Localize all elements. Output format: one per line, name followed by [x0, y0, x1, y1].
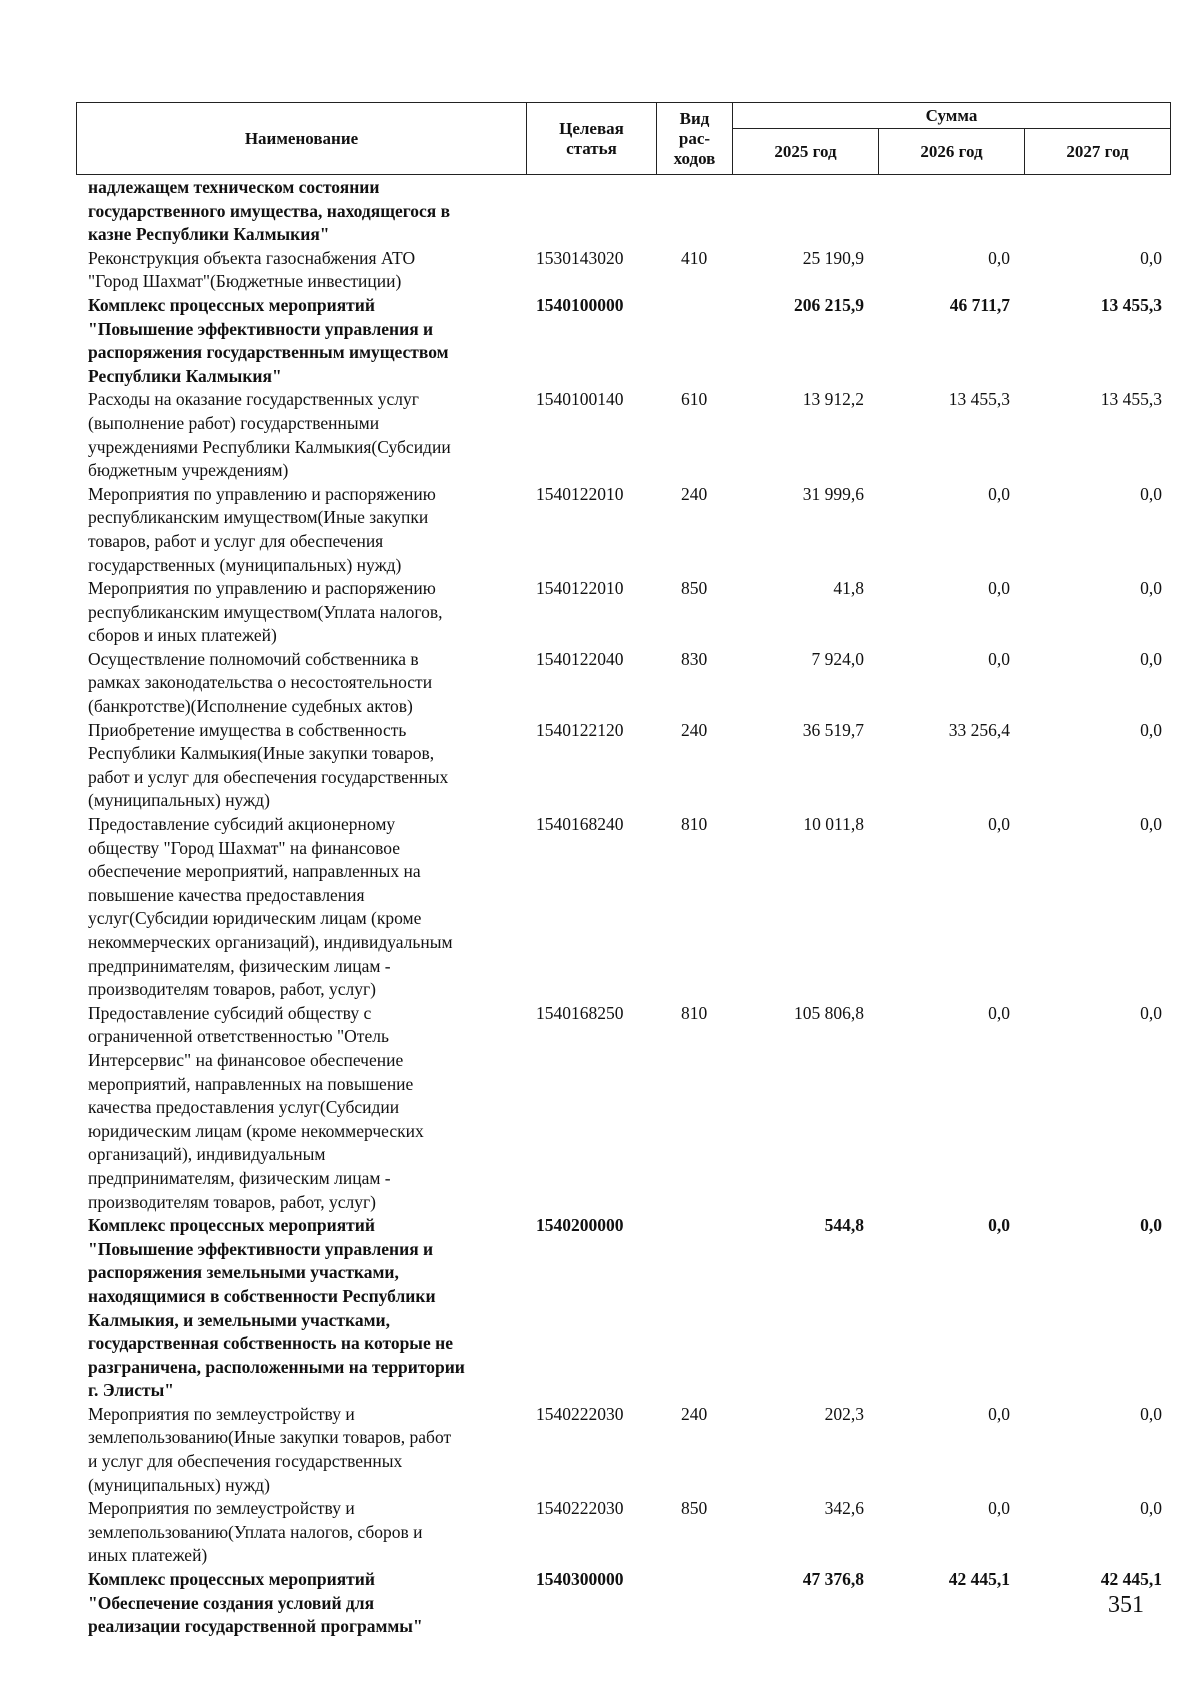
header-target-article: Целевая статья — [527, 103, 657, 175]
row-name-line: организаций), индивидуальным — [88, 1144, 326, 1165]
row-name-line: Интерсервис" на финансовое обеспечение — [88, 1049, 404, 1070]
row-sum-2027: 0,0 — [1140, 1403, 1162, 1424]
row-name — [76, 577, 526, 648]
row-sum-2027: 0,0 — [1140, 719, 1162, 740]
row-sum-2026: 0,0 — [988, 578, 1010, 599]
row-name-line: Республики Калмыкия(Иные закупки товаров, — [88, 743, 435, 764]
row-sum-2026: 0,0 — [988, 247, 1010, 268]
row-name-line: Расходы на оказание государственных услуг — [88, 389, 419, 410]
row-name-line: некоммерческих организаций), индивидуальным — [88, 932, 453, 952]
row-name-line: качества предоставления услуг(Субсидии — [88, 1097, 400, 1118]
row-name-line: обеспечение мероприятий, направленных на — [88, 861, 421, 882]
row-expense-kind: 810 — [681, 1002, 708, 1023]
row-expense-kind: 410 — [681, 247, 708, 268]
table-row — [76, 1403, 1170, 1497]
row-expense-kind: 850 — [681, 578, 708, 599]
row-name-line: рамках законодательства о несостоятельности — [88, 672, 433, 693]
row-name — [76, 1403, 526, 1497]
row-expense-kind — [656, 1568, 732, 1639]
row-name-line: учреждениями Республики Калмыкия(Субсидии — [88, 436, 451, 457]
row-target-article: 1540222030 — [536, 1498, 624, 1519]
row-expense-kind: 240 — [681, 1403, 708, 1424]
row-target-article: 1540168250 — [536, 1002, 624, 1023]
row-sum-2027: 0,0 — [1140, 247, 1162, 268]
row-name-line: республиканским имуществом(Уплата налогов, — [88, 601, 443, 622]
row-name-line: Мероприятия по управлению и распоряжению — [88, 578, 436, 599]
row-name — [76, 1497, 526, 1568]
row-name — [76, 719, 526, 813]
header-year-2025: 2025 год — [733, 129, 879, 175]
header-year-2026: 2026 год — [879, 129, 1025, 175]
row-name-line: "Повышение эффективности управления и — [88, 318, 434, 339]
row-expense-kind: 850 — [681, 1498, 708, 1519]
row-name-line: государственных (муниципальных) нужд) — [88, 554, 402, 575]
row-target-article: 1540100140 — [536, 389, 624, 410]
row-sum-2027: 13 455,3 — [1100, 294, 1162, 315]
header-year-2027: 2027 год — [1025, 129, 1171, 175]
row-name — [76, 247, 526, 294]
row-target-article: 1540122010 — [536, 578, 624, 599]
header-sum: Сумма — [733, 103, 1171, 129]
row-name-line: Республики Калмыкия" — [88, 365, 282, 386]
row-name — [76, 648, 526, 719]
row-name-line: Комплекс процессных мероприятий — [88, 1215, 375, 1236]
table-row — [76, 1568, 1170, 1639]
row-name-line: (муниципальных) нужд) — [88, 1474, 270, 1495]
row-sum-2027 — [1024, 176, 1170, 247]
row-name — [76, 813, 526, 1002]
row-sum-2025: 342,6 — [824, 1498, 864, 1519]
row-name-line: распоряжения государственным имуществом — [88, 342, 449, 363]
row-name-line: государственная собственность на которые не — [88, 1333, 453, 1354]
row-sum-2026: 33 256,4 — [948, 719, 1010, 740]
row-name — [76, 294, 526, 388]
row-name-line: Мероприятия по землеустройству и — [88, 1498, 355, 1519]
row-name-line: Мероприятия по управлению и распоряжению — [88, 483, 436, 504]
row-name-line: землепользованию(Иные закупки товаров, работ — [88, 1427, 452, 1448]
row-name-line: Комплекс процессных мероприятий — [88, 294, 375, 315]
row-name-line: находящимися в собственности Республики — [88, 1285, 436, 1306]
header-expense-kind: Вид рас- ходов — [657, 103, 733, 175]
row-name-line: мероприятий, направленных на повышение — [88, 1073, 414, 1094]
row-expense-kind: 240 — [681, 483, 708, 504]
row-sum-2027: 0,0 — [1140, 1498, 1162, 1519]
row-name-line: Мероприятия по землеустройству и — [88, 1403, 355, 1424]
row-name-line: г. Элисты" — [88, 1380, 175, 1401]
row-sum-2027: 0,0 — [1140, 648, 1162, 669]
row-sum-2027: 13 455,3 — [1100, 389, 1162, 410]
row-target-article — [526, 176, 656, 247]
row-expense-kind: 830 — [681, 648, 708, 669]
row-name-line: и услуг для обеспечения государственных — [88, 1451, 403, 1472]
row-name-line: землепользованию(Уплата налогов, сборов и — [88, 1521, 423, 1542]
row-expense-kind: 240 — [681, 719, 708, 740]
row-name-line: обществу "Город Шахмат" на финансовое — [88, 837, 400, 858]
row-name-line: казне Республики Калмыкия" — [88, 224, 330, 245]
row-name — [76, 176, 526, 247]
row-name-line: предпринимателям, физическим лицам - — [88, 1167, 391, 1188]
row-sum-2025: 31 999,6 — [802, 483, 864, 504]
table-body — [76, 176, 1170, 1639]
row-name-line: иных платежей) — [88, 1545, 208, 1566]
row-target-article: 1540300000 — [536, 1569, 624, 1590]
row-name-line: предпринимателям, физическим лицам - — [88, 955, 391, 976]
row-name — [76, 388, 526, 482]
table-row — [76, 648, 1170, 719]
row-sum-2026: 0,0 — [988, 1498, 1010, 1519]
table-row — [76, 294, 1170, 388]
row-sum-2025: 13 912,2 — [802, 389, 864, 410]
row-name-line: работ и услуг для обеспечения государственных — [88, 766, 449, 787]
row-name-line: Предоставление субсидий акционерному — [88, 814, 396, 835]
row-name-line: "Обеспечение создания условий для — [88, 1592, 375, 1613]
table-row — [76, 247, 1170, 294]
row-sum-2025: 105 806,8 — [794, 1002, 864, 1023]
row-name-line: "Город Шахмат"(Бюджетные инвестиции) — [88, 271, 402, 292]
row-sum-2026: 0,0 — [988, 1002, 1010, 1023]
row-name — [76, 1002, 526, 1214]
row-sum-2025: 41,8 — [833, 578, 864, 599]
row-name-line: "Повышение эффективности управления и — [88, 1238, 434, 1259]
row-name-line: Приобретение имущества в собственность — [88, 719, 407, 740]
row-name-line: распоряжения земельными участками, — [88, 1262, 399, 1283]
row-name-line: Комплекс процессных мероприятий — [88, 1569, 375, 1590]
row-name — [76, 1568, 526, 1639]
table-header — [76, 102, 1171, 175]
row-target-article: 1540122040 — [536, 648, 624, 669]
row-sum-2025: 25 190,9 — [802, 247, 864, 268]
row-sum-2026: 13 455,3 — [948, 389, 1010, 410]
row-target-article: 1530143020 — [536, 247, 624, 268]
row-expense-kind — [656, 176, 732, 247]
row-sum-2025: 47 376,8 — [802, 1569, 864, 1590]
row-name-line: юридическим лицам (кроме некоммерческих — [88, 1120, 424, 1141]
row-name-line: Осуществление полномочий собственника в — [88, 648, 419, 669]
row-name-line: сборов и иных платежей) — [88, 625, 277, 646]
row-sum-2025 — [732, 176, 878, 247]
row-name-line: (банкротстве)(Исполнение судебных актов) — [88, 696, 413, 717]
row-name-line: Предоставление субсидий обществу с — [88, 1002, 372, 1023]
row-sum-2025: 202,3 — [824, 1403, 864, 1424]
row-sum-2027: 0,0 — [1140, 578, 1162, 599]
row-sum-2026: 0,0 — [988, 648, 1010, 669]
row-sum-2026: 0,0 — [988, 1403, 1010, 1424]
row-name-line: ограниченной ответственностью "Отель — [88, 1026, 389, 1047]
row-name-line: Калмыкия, и земельными участками, — [88, 1309, 390, 1330]
row-target-article: 1540100000 — [536, 294, 624, 315]
row-name-line: производителям товаров, работ, услуг) — [88, 979, 376, 1000]
table-row — [76, 719, 1170, 813]
table-row — [76, 1002, 1170, 1214]
row-sum-2025: 544,8 — [824, 1215, 864, 1236]
row-sum-2027: 0,0 — [1140, 1002, 1162, 1023]
row-target-article: 1540222030 — [536, 1403, 624, 1424]
row-expense-kind: 810 — [681, 814, 708, 835]
row-name-line: производителям товаров, работ, услуг) — [88, 1191, 376, 1212]
row-sum-2025: 36 519,7 — [802, 719, 864, 740]
row-name-line: бюджетным учреждениям) — [88, 460, 289, 481]
header-name: Наименование — [77, 103, 527, 175]
page-number: 351 — [1108, 1592, 1144, 1618]
table-row — [76, 1214, 1170, 1403]
row-sum-2025: 206 215,9 — [794, 294, 864, 315]
row-target-article: 1540122120 — [536, 719, 624, 740]
row-sum-2025: 7 924,0 — [811, 648, 864, 669]
row-name-line: товаров, работ и услуг для обеспечения — [88, 530, 384, 551]
table-row — [76, 577, 1170, 648]
row-sum-2027: 0,0 — [1140, 814, 1162, 835]
row-name-line: Реконструкция объекта газоснабжения АТО — [88, 247, 416, 268]
row-name-line: услуг(Субсидии юридическим лицам (кроме — [88, 908, 422, 929]
row-name-line: республиканским имуществом(Иные закупки — [88, 507, 429, 528]
row-name — [76, 1214, 526, 1403]
row-name-line: разграничена, расположенными на территории — [88, 1356, 465, 1377]
row-sum-2026: 0,0 — [988, 814, 1010, 835]
row-sum-2027: 42 445,1 — [1100, 1569, 1162, 1590]
row-sum-2027: 0,0 — [1140, 1215, 1162, 1236]
row-sum-2026: 46 711,7 — [949, 294, 1010, 315]
table-row — [76, 176, 1170, 247]
table-row — [76, 483, 1170, 577]
row-expense-kind — [656, 1214, 732, 1403]
row-target-article: 1540168240 — [536, 814, 624, 835]
row-sum-2026: 0,0 — [988, 483, 1010, 504]
row-name-line: (муниципальных) нужд) — [88, 790, 270, 811]
row-name-line: повышение качества предоставления — [88, 884, 365, 905]
row-sum-2026: 0,0 — [988, 1215, 1010, 1236]
table-row — [76, 388, 1170, 482]
row-name-line: реализации государственной программы" — [88, 1616, 423, 1637]
row-name-line: государственного имущества, находящегося в — [88, 200, 451, 221]
table-row — [76, 1497, 1170, 1568]
row-sum-2025: 10 011,8 — [803, 814, 864, 835]
row-sum-2026 — [878, 176, 1024, 247]
row-sum-2026: 42 445,1 — [948, 1569, 1010, 1590]
row-sum-2027: 0,0 — [1140, 483, 1162, 504]
table-row — [76, 813, 1170, 1002]
row-expense-kind — [656, 294, 732, 388]
row-target-article: 1540122010 — [536, 483, 624, 504]
row-name-line: надлежащем техническом состоянии — [88, 177, 380, 197]
row-target-article: 1540200000 — [536, 1215, 624, 1236]
row-name-line: (выполнение работ) государственными — [88, 412, 380, 433]
row-name — [76, 483, 526, 577]
row-expense-kind: 610 — [681, 389, 708, 410]
